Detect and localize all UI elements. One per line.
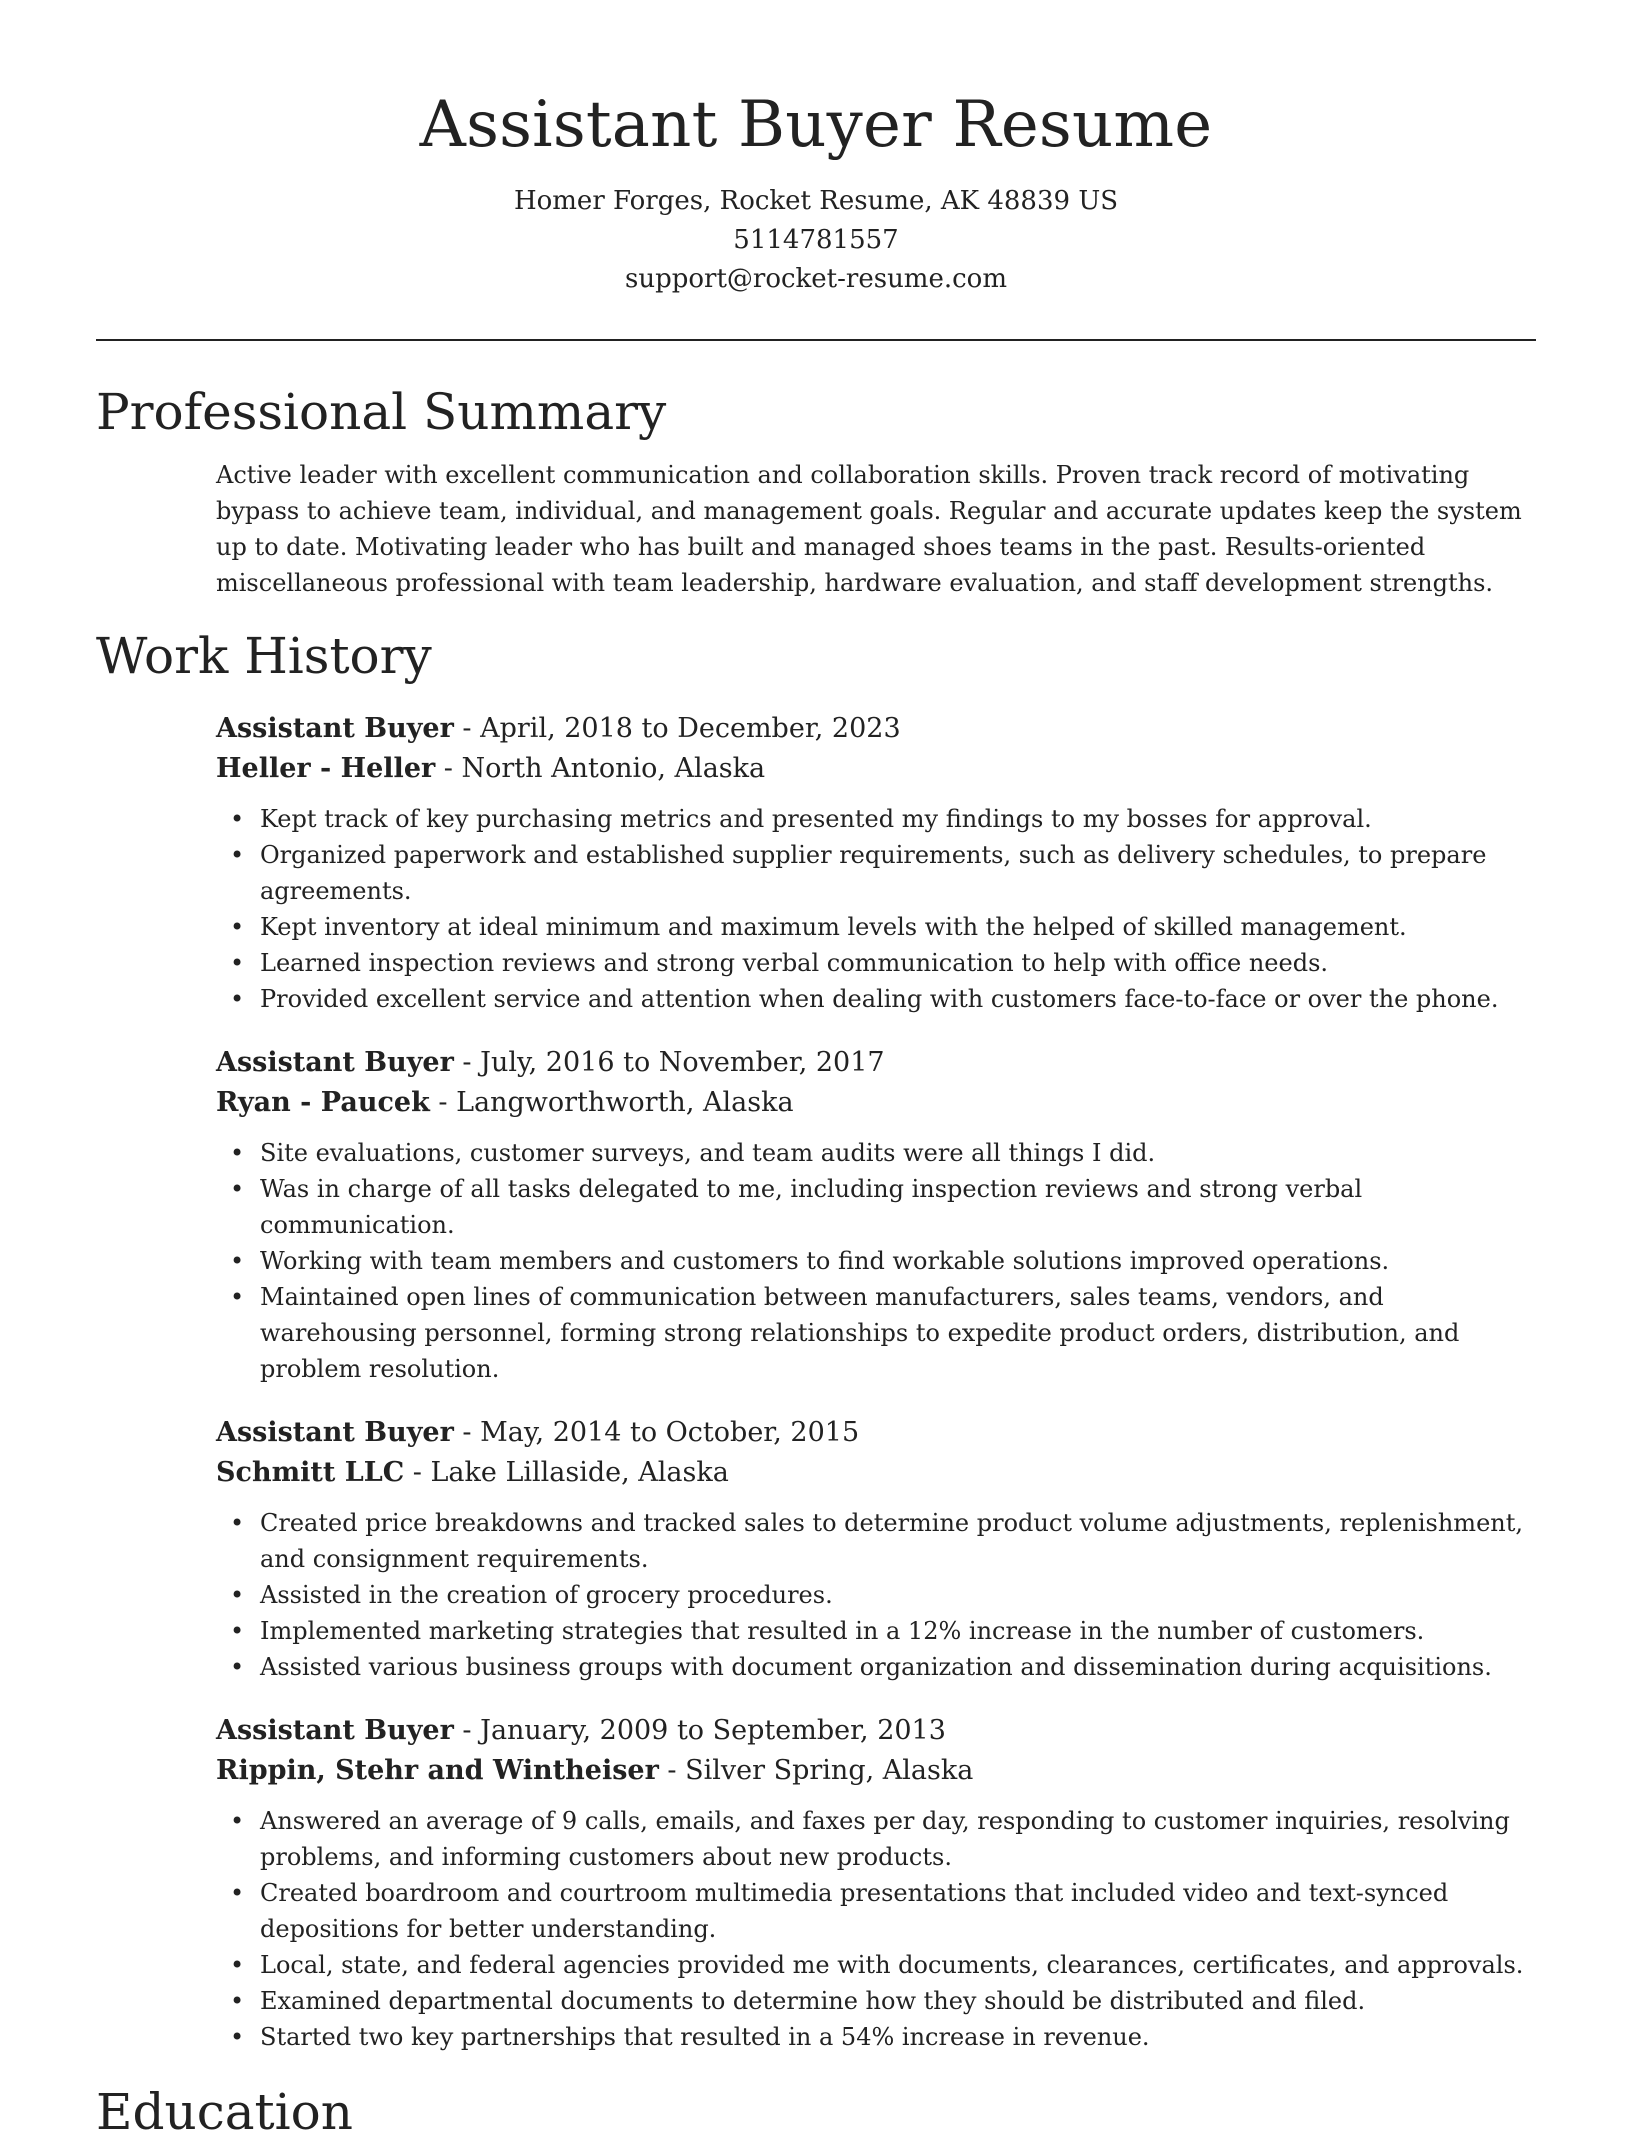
bullet-icon: • [230, 805, 245, 833]
bullet-text: Site evaluations, customer surveys, and team audits were all things I did. [260, 1139, 1156, 1167]
bullet-icon: • [230, 1283, 245, 1311]
bullet-text: Learned inspection reviews and strong verbal communication to help with office needs. [260, 949, 1329, 977]
bullet-text: Assisted various business groups with document organization and dissemination during acquisitions. [260, 1653, 1492, 1681]
job-title-line [216, 1711, 1546, 1751]
list-item [216, 2019, 1546, 2055]
job-title-line [216, 1043, 1546, 1083]
bullet-text: Kept track of key purchasing metrics and presented my findings to my bosses for approval. [260, 805, 1372, 833]
job-dates: - April, 2018 to December, 2023 [453, 713, 901, 744]
bullet-text: Local, state, and federal agencies provided me with documents, clearances, certificates, and approvals. [260, 1951, 1524, 1979]
job-bullet-list [216, 1803, 1546, 2055]
summary-heading: Professional Summary [96, 383, 667, 441]
education-heading: Education [96, 2083, 353, 2141]
summary-text: Active leader with excellent communication and collaboration skills. Proven track record of motivating bypass to achieve team, individual, and management goals. Regular and accurate updates keep the system up to date. Motivating leader who has built and managed shoes teams in the past. Results-oriented miscellaneous professional with team leadership, hardware evaluation, and staff development strengths. [216, 461, 1522, 597]
bullet-icon: • [230, 1807, 245, 1835]
job-entry [216, 1043, 1546, 1387]
job-company: Ryan - Paucek [216, 1087, 430, 1118]
job-dates: - July, 2016 to November, 2017 [453, 1047, 885, 1078]
list-item [216, 1243, 1546, 1279]
bullet-text: Was in charge of all tasks delegated to me, including inspection reviews and strong verbal communication. [260, 1175, 1363, 1239]
job-dates: - May, 2014 to October, 2015 [453, 1417, 860, 1448]
bullet-text: Kept inventory at ideal minimum and maximum levels with the helped of skilled management. [260, 913, 1407, 941]
job-company: Rippin, Stehr and Wintheiser [216, 1755, 659, 1786]
job-entry [216, 709, 1546, 1017]
bullet-text: Answered an average of 9 calls, emails, and faxes per day, responding to customer inquiries, resolving problems, and informing customers about new products. [260, 1807, 1510, 1871]
list-item [216, 1505, 1546, 1577]
bullet-text: Created boardroom and courtroom multimedia presentations that included video and text-synced depositions for better understanding. [260, 1879, 1449, 1943]
list-item [216, 1135, 1546, 1171]
list-item [216, 1803, 1546, 1875]
job-location: - North Antonio, Alaska [435, 753, 766, 784]
job-entry [216, 1711, 1546, 2055]
work-history-heading: Work History [96, 627, 432, 685]
list-item [216, 1171, 1546, 1243]
job-company-line [216, 1453, 1546, 1493]
bullet-icon: • [230, 949, 245, 977]
list-item [216, 1613, 1546, 1649]
work-history-list [96, 709, 1536, 2055]
bullet-text: Examined departmental documents to determine how they should be distributed and filed. [260, 1987, 1366, 2015]
list-item [216, 909, 1546, 945]
job-role: Assistant Buyer [216, 1417, 454, 1448]
bullet-icon: • [230, 2023, 245, 2051]
list-item [216, 837, 1546, 909]
list-item [216, 801, 1546, 837]
bullet-text: Started two key partnerships that resulted in a 54% increase in revenue. [260, 2023, 1150, 2051]
bullet-text: Organized paperwork and established supplier requirements, such as delivery schedules, to prepare agreements. [260, 841, 1487, 905]
job-role: Assistant Buyer [216, 713, 454, 744]
bullet-icon: • [230, 1247, 245, 1275]
bullet-icon: • [230, 1581, 245, 1609]
job-company: Schmitt LLC [216, 1457, 405, 1488]
job-company-line [216, 749, 1546, 789]
bullet-text: Working with team members and customers to find workable solutions improved operations. [260, 1247, 1390, 1275]
job-bullet-list [216, 1505, 1546, 1685]
list-item [216, 1947, 1546, 1983]
bullet-icon: • [230, 1951, 245, 1979]
bullet-icon: • [230, 1987, 245, 2015]
job-bullet-list [216, 1135, 1546, 1387]
bullet-text: Provided excellent service and attention when dealing with customers face-to-face or over the phone. [260, 985, 1499, 1013]
resume-title: Assistant Buyer Resume [419, 88, 1213, 162]
job-role: Assistant Buyer [216, 1047, 454, 1078]
bullet-icon: • [230, 1139, 245, 1167]
resume-page [96, 0, 1536, 2147]
list-item [216, 1649, 1546, 1685]
job-title-line [216, 1413, 1546, 1453]
bullet-text: Created price breakdowns and tracked sales to determine product volume adjustments, replenishment, and consignment requirements. [260, 1509, 1523, 1573]
contact-email: support@rocket-resume.com [624, 264, 1007, 294]
job-company: Heller - Heller [216, 753, 436, 784]
bullet-icon: • [230, 1879, 245, 1907]
list-item [216, 1577, 1546, 1613]
job-title-line [216, 709, 1546, 749]
contact-phone: 5114781557 [733, 225, 899, 255]
bullet-icon: • [230, 1175, 245, 1203]
job-role: Assistant Buyer [216, 1715, 454, 1746]
job-location: - Langworthworth, Alaska [429, 1087, 794, 1118]
bullet-text: Maintained open lines of communication between manufacturers, sales teams, vendors, and warehousing personnel, forming strong relationships to expedite product orders, distribution, and problem resolution. [260, 1283, 1460, 1383]
list-item [216, 1875, 1546, 1947]
bullet-icon: • [230, 913, 245, 941]
bullet-icon: • [230, 841, 245, 869]
list-item [216, 1983, 1546, 2019]
bullet-icon: • [230, 1653, 245, 1681]
bullet-text: Implemented marketing strategies that resulted in a 12% increase in the number of customers. [260, 1617, 1425, 1645]
job-dates: - January, 2009 to September, 2013 [453, 1715, 946, 1746]
list-item [216, 981, 1546, 1017]
bullet-icon: • [230, 1617, 245, 1645]
bullet-text: Assisted in the creation of grocery procedures. [260, 1581, 833, 1609]
bullet-icon: • [230, 1509, 245, 1537]
contact-block [96, 182, 1536, 299]
list-item [216, 1279, 1546, 1387]
contact-address: Homer Forges, Rocket Resume, AK 48839 US [513, 186, 1119, 216]
job-company-line [216, 1751, 1546, 1791]
job-entry [216, 1413, 1546, 1685]
job-location: - Lake Lillaside, Alaska [404, 1457, 729, 1488]
job-location: - Silver Spring, Alaska [658, 1755, 974, 1786]
job-company-line [216, 1083, 1546, 1123]
bullet-icon: • [230, 985, 245, 1013]
header-divider [96, 339, 1536, 341]
list-item [216, 945, 1546, 981]
job-bullet-list [216, 801, 1546, 1017]
